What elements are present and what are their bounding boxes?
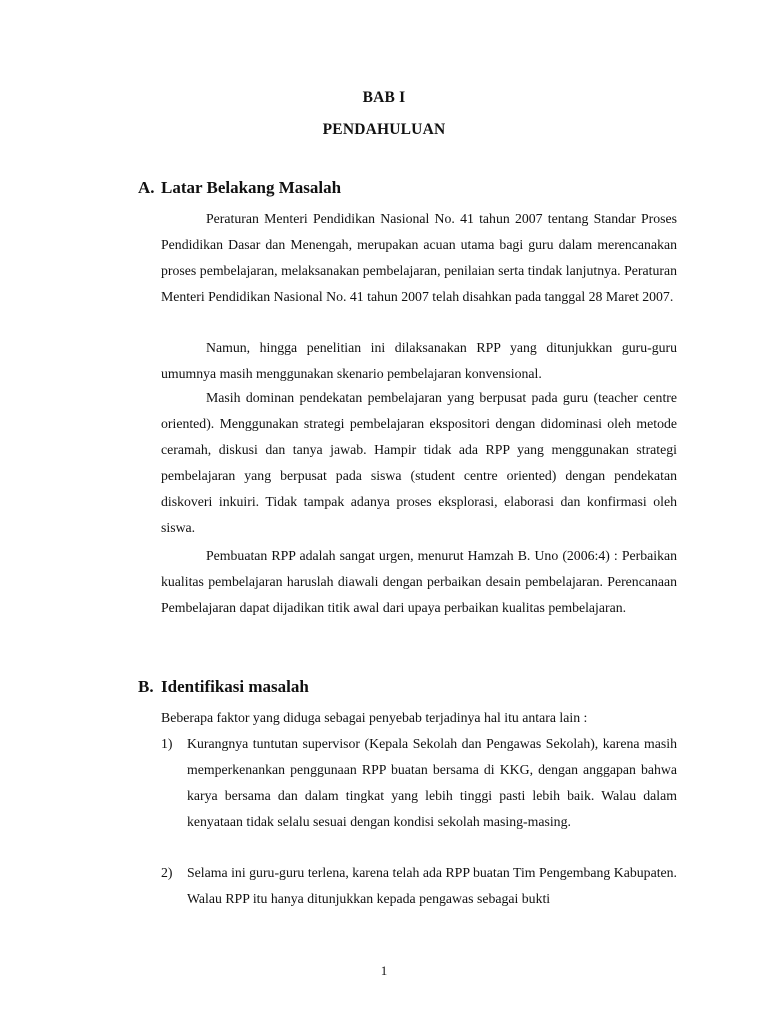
paragraph: Masih dominan pendekatan pembelajaran yang berpusat pada guru (teacher centre oriented). Menggunakan strategi pembelajaran ekspositori dengan didominasi oleh metode ceramah, diskusi dan tanya jawab. Hampir tidak ada RPP yang menggunakan strategi pembelajaran yang berpusat pada siswa (student centre oriented) dengan pendekatan diskoveri inkuiri. Tidak tampak adanya proses eksplorasi, elaborasi dan konfirmasi oleh siswa. <box>161 390 677 535</box>
chapter-title: PENDAHULUAN <box>322 121 446 138</box>
list-item <box>161 860 677 912</box>
paragraph: Namun, hingga penelitian ini dilaksanakan RPP yang ditunjukkan guru-guru umumnya masih menggunakan skenario pembelajaran konvensional. <box>161 340 677 381</box>
list-item <box>161 731 677 835</box>
section-b-marker: B. <box>138 677 154 696</box>
page-number: 1 <box>380 963 388 978</box>
section-a-heading <box>138 178 341 198</box>
list-item-number: 2) <box>161 865 173 880</box>
section-b-intro: Beberapa faktor yang diduga sebagai penyebab terjadinya hal itu antara lain : <box>161 710 588 725</box>
paragraph: Pembuatan RPP adalah sangat urgen, menurut Hamzah B. Uno (2006:4) : Perbaikan kualitas pembelajaran haruslah diawali dengan perbaikan desain pembelajaran. Perencanaan Pembelajaran dapat dijadikan titik awal dari upaya perbaikan kualitas pembelajaran. <box>161 548 677 615</box>
list-item-text: Selama ini guru-guru terlena, karena telah ada RPP buatan Tim Pengembang Kabupaten. Walau RPP itu hanya ditunjukkan kepada pengawas sebagai bukti <box>187 865 677 906</box>
section-a-marker: A. <box>138 178 155 197</box>
section-a-title: Latar Belakang Masalah <box>161 178 342 197</box>
paragraph: Peraturan Menteri Pendidikan Nasional No. 41 tahun 2007 tentang Standar Proses Pendidikan Dasar dan Menengah, merupakan acuan utama bagi guru dalam merencanakan proses pembelajaran, melaksanakan pembelajaran, penilaian serta tindak lanjutnya. Peraturan Menteri Pendidikan Nasional No. 41 tahun 2007 telah disahkan pada tanggal 28 Maret 2007. <box>161 211 677 304</box>
section-b-heading <box>138 677 309 697</box>
section-b-title: Identifikasi masalah <box>161 677 309 696</box>
list-item-number: 1) <box>161 736 173 751</box>
chapter-number: BAB I <box>362 89 406 106</box>
list-item-text: Kurangnya tuntutan supervisor (Kepala Sekolah dan Pengawas Sekolah), karena masih memperkenankan penggunaan RPP buatan bersama di KKG, dengan anggapan bahwa karya bersama dan dalam tingkat yang lebih tinggi pasti lebih baik. Walau dalam kenyataan tidak selalu sesuai dengan kondisi sekolah masing-masing. <box>187 736 677 829</box>
